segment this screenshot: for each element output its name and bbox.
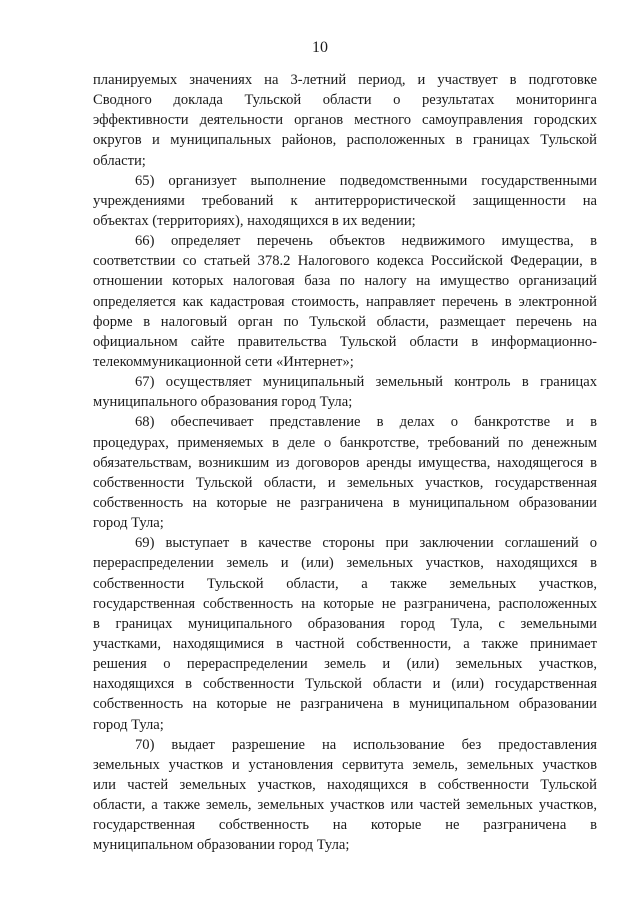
- page-number: 10: [312, 39, 328, 56]
- text-line: в границах муниципального образования город Тула, с земельными: [93, 615, 597, 632]
- text-line: отношении которых налоговая база по налогу на имущество организаций: [93, 273, 597, 290]
- text-line: находящихся в собственности Тульской области и (или) государственная: [93, 676, 597, 693]
- text-line: объектах (территориях), находящихся в их ведении;: [93, 212, 416, 229]
- text-line: округов и муниципальных районов, расположенных в границах Тульской: [93, 132, 597, 149]
- text-line: муниципальном образовании город Тула;: [93, 837, 350, 854]
- text-line: Сводного доклада Тульской области о результатах мониторинга: [93, 92, 597, 109]
- body-text: [93, 70, 597, 855]
- text-line: собственности Тульской области, а также земельных участков,: [93, 575, 597, 592]
- text-line: 68) обеспечивает представление в делах о банкротстве и в: [135, 414, 597, 431]
- text-line: 67) осуществляет муниципальный земельный контроль в границах: [135, 374, 597, 391]
- text-line: или частей земельных участков, находящихся в собственности Тульской: [93, 776, 597, 793]
- text-line: 66) определяет перечень объектов недвижимого имущества, в: [135, 233, 597, 250]
- text-line: собственность на которые не разграничена в муниципальном образовании: [93, 494, 597, 511]
- text-line: 70) выдает разрешение на использование без предоставления: [135, 736, 597, 753]
- text-line: решения о перераспределении земель и (или) земельных участков,: [93, 656, 597, 673]
- text-line: соответствии со статьей 378.2 Налогового кодекса Российской Федерации, в: [93, 253, 597, 270]
- text-line: обязательствам, возникшим из договоров аренды имущества, находящегося в: [93, 454, 597, 471]
- text-line: собственности Тульской области, и земельных участков, государственная: [93, 474, 597, 491]
- text-line: официальном сайте правительства Тульской области в информационно-: [93, 333, 597, 350]
- text-line: город Тула;: [93, 515, 164, 532]
- text-line: определяется как кадастровая стоимость, направляет перечень в электронной: [93, 293, 597, 310]
- text-line: земельных участков и установления сервитута земель, земельных участков: [93, 756, 597, 773]
- text-line: собственность на которые не разграничена в муниципальном образовании: [93, 696, 597, 713]
- text-line: перераспределении земель и (или) земельных участков, находящихся в: [93, 555, 597, 572]
- text-line: муниципального образования город Тула;: [93, 394, 353, 411]
- text-line: эффективности деятельности органов местного самоуправления городских: [93, 112, 597, 129]
- text-line: планируемых значениях на 3-летний период, и участвует в подготовке: [93, 72, 597, 88]
- text-line: город Тула;: [93, 716, 164, 733]
- text-line: телекоммуникационной сети «Интернет»;: [93, 353, 354, 370]
- text-line: учреждениями требований к антитеррористической защищенности на: [93, 192, 597, 209]
- text-line: 65) организует выполнение подведомственными государственными: [135, 172, 597, 189]
- text-line: участками, находящимися в частной собственности, а также принимает: [93, 635, 597, 652]
- text-line: форме в налоговый орган по Тульской области, размещает перечень на: [93, 313, 597, 330]
- text-line: государственная собственность на которые не разграничена, расположенных: [93, 595, 597, 612]
- text-line: 69) выступает в качестве стороны при заключении соглашений о: [135, 535, 597, 552]
- text-line: процедурах, применяемых в деле о банкротстве, требований по денежным: [93, 434, 597, 451]
- text-line: области;: [93, 152, 146, 169]
- text-line: государственная собственность на которые не разграничена в: [93, 817, 597, 834]
- text-line: области, а также земель, земельных участков или частей земельных участков,: [93, 797, 597, 814]
